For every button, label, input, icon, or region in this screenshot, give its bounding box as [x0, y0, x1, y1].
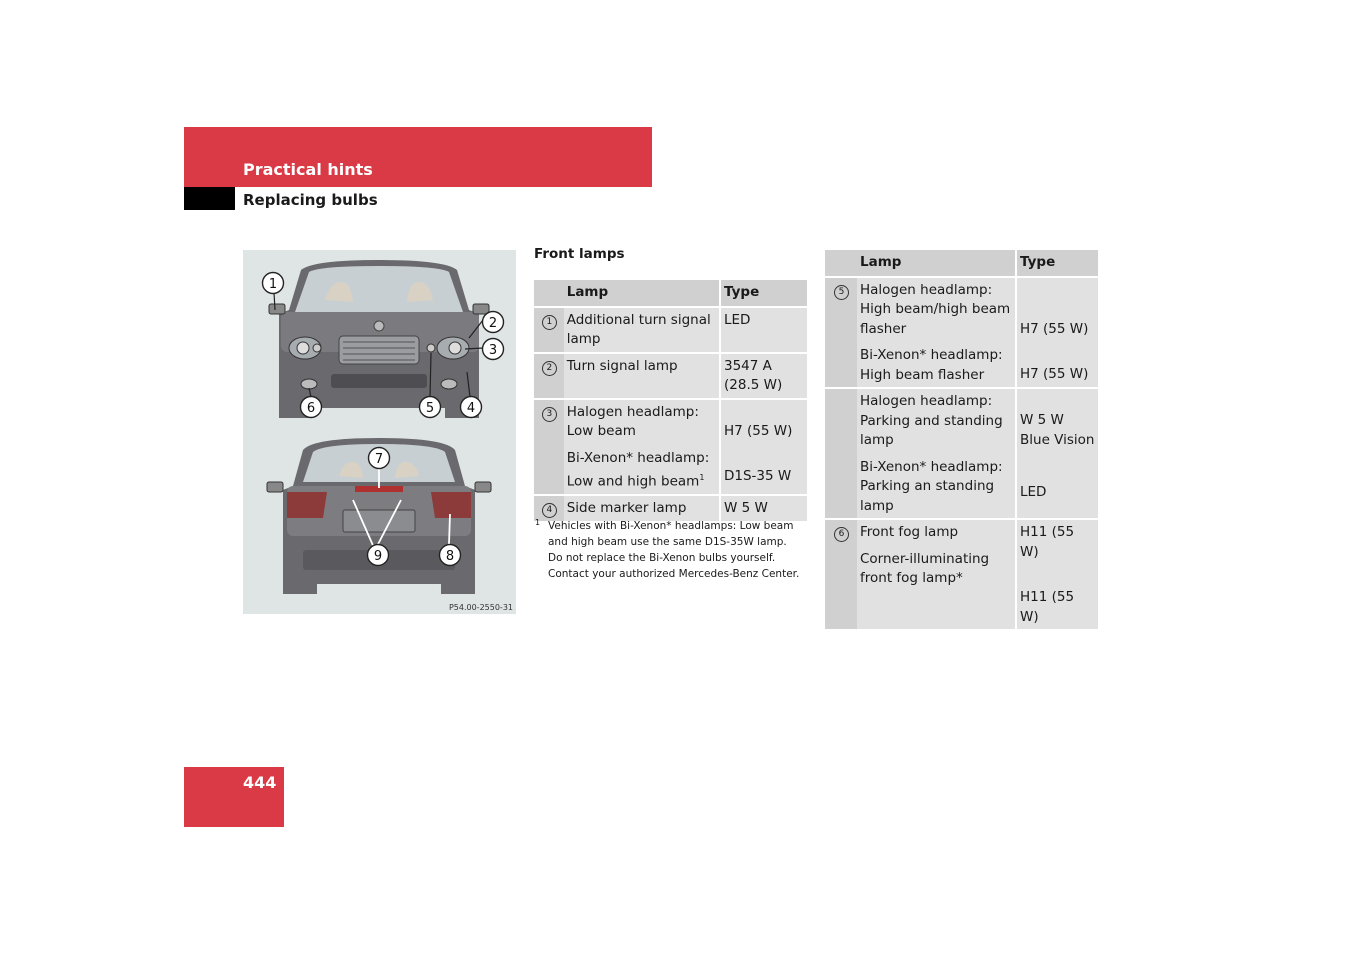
- table-row: [534, 353, 807, 399]
- footnote-text: Vehicles with Bi-Xenon* headlamps: Low beam and high beam use the same D1S-35W lamp. Do not replace the Bi-Xenon bulbs yourself. Contact your authorized Mercedes-Benz Center.: [548, 520, 800, 580]
- callout-5: [420, 397, 441, 418]
- table-row: [825, 519, 1098, 630]
- lamp-type: W 5 W: [724, 500, 768, 516]
- lamp-name: Halogen headlamp: Parking and standing lamp: [860, 393, 1003, 448]
- item-number: 6: [834, 527, 849, 542]
- svg-text:4: 4: [466, 401, 476, 416]
- svg-text:2: 2: [488, 316, 498, 331]
- table-row: [825, 277, 1098, 389]
- lamp-name: Turn signal lamp: [566, 357, 678, 374]
- footnote-mark: 1: [535, 518, 541, 527]
- vehicle-illustration: [243, 250, 516, 614]
- item-number: 3: [542, 407, 557, 422]
- subsection-title: Replacing bulbs: [243, 191, 378, 209]
- svg-text:9: 9: [373, 549, 383, 564]
- callout-1: [263, 273, 284, 294]
- lamp-name: Side marker lamp: [566, 500, 687, 516]
- number-header: [534, 280, 564, 307]
- more-lamps-table: [825, 250, 1098, 631]
- front-lamps-heading: Front lamps: [534, 246, 625, 262]
- svg-text:1: 1: [268, 277, 278, 292]
- callout-7: [369, 448, 390, 469]
- lamp-name: Halogen headlamp: Low beam: [566, 403, 699, 439]
- lamp-column-header: Lamp: [857, 250, 1016, 277]
- lamp-type: W 5 W Blue Vision: [1020, 412, 1095, 448]
- callout-2: [483, 312, 504, 333]
- callout-8: [440, 545, 461, 566]
- svg-text:6: 6: [306, 401, 316, 416]
- subsection-marker: [184, 187, 235, 210]
- lamp-type: LED: [1020, 484, 1047, 500]
- svg-text:3: 3: [488, 343, 498, 358]
- item-number: 4: [542, 503, 557, 518]
- section-title: Practical hints: [243, 160, 373, 179]
- car-front-view: [269, 260, 489, 418]
- svg-text:7: 7: [374, 452, 384, 467]
- lamp-name: Bi-Xenon* headlamp: Parking an standing lamp: [860, 458, 1003, 514]
- lamp-type: LED: [724, 311, 751, 328]
- table-row: [534, 399, 807, 496]
- item-number: 1: [542, 315, 557, 330]
- lamp-type: H11 (55 W): [1020, 524, 1075, 560]
- lamp-type: H11 (55 W): [1020, 589, 1075, 625]
- footnote-ref: 1: [699, 473, 705, 482]
- lamp-type: H7 (55 W): [1020, 366, 1089, 382]
- table-row: [534, 307, 807, 353]
- lamp-name: Halogen headlamp: High beam/high beam flasher: [860, 281, 1011, 337]
- lamp-name: Front fog lamp: [860, 524, 959, 540]
- item-number: 5: [834, 285, 849, 300]
- lamp-name: Bi-Xenon* headlamp: Low and high beam: [566, 449, 710, 490]
- front-lamps-table: [534, 280, 807, 523]
- footnote: [535, 518, 803, 582]
- table-row: [825, 388, 1098, 519]
- callout-9: [368, 545, 389, 566]
- number-header: [825, 250, 857, 277]
- lamp-name: Additional turn signal lamp: [566, 311, 711, 347]
- item-number: 2: [542, 361, 557, 376]
- figure-code: P54.00-2550-31: [448, 603, 513, 612]
- callout-4: [461, 397, 482, 418]
- lamp-type: H7 (55 W): [1020, 320, 1089, 337]
- svg-text:5: 5: [425, 401, 435, 416]
- lamp-name: Bi-Xenon* headlamp: High beam flasher: [860, 347, 1003, 383]
- lamp-type: D1S-35 W: [724, 468, 792, 484]
- svg-text:8: 8: [445, 549, 455, 564]
- callout-3: [483, 339, 504, 360]
- type-column-header: Type: [720, 280, 807, 307]
- lamp-type: 3547 A (28.5 W): [724, 357, 783, 393]
- table-header-row: [534, 280, 807, 307]
- vehicle-lamp-diagram: [243, 250, 516, 614]
- type-column-header: Type: [1016, 250, 1098, 277]
- lamp-name: Corner-illuminating front fog lamp*: [860, 550, 990, 586]
- lamp-column-header: Lamp: [564, 280, 720, 307]
- callout-6: [301, 397, 322, 418]
- lamp-type: H7 (55 W): [724, 422, 793, 439]
- table-header-row: [825, 250, 1098, 277]
- page-number: 444: [243, 773, 277, 792]
